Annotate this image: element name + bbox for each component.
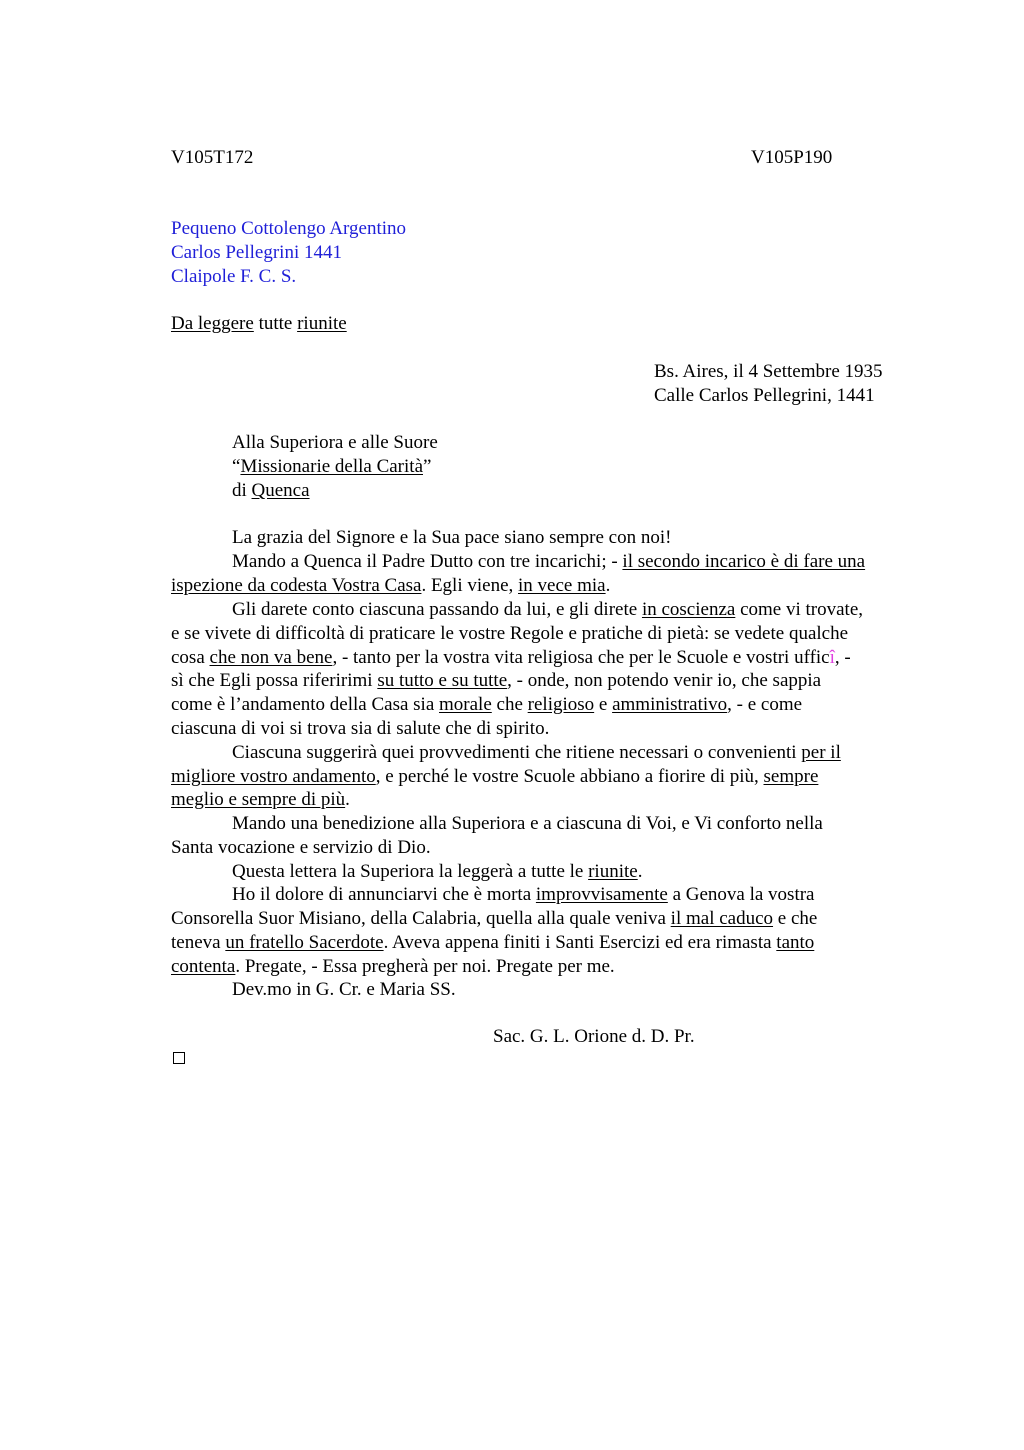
body-text: . (345, 789, 350, 810)
body-text: Questa lettera la Superiora la leggerà a tutte le (232, 861, 589, 882)
body-line (232, 883, 815, 907)
body-text: il mal caduco (670, 908, 774, 929)
empty-box-icon (173, 1052, 185, 1064)
body-text: Mando a Quenca il Padre Dutto con tre incarichi; - (232, 551, 623, 572)
addressee-line-2 (232, 455, 431, 479)
sender-line-2: Carlos Pellegrini 1441 (171, 242, 342, 263)
body-text: migliore vostro andamento (171, 766, 376, 787)
body-text: un fratello Sacerdote (225, 932, 384, 953)
reading-note-part: riunite (297, 313, 347, 334)
body-text: , - (834, 647, 851, 668)
body-line (232, 550, 865, 574)
body-line (171, 646, 851, 670)
closing-line: Dev.mo in G. Cr. e Maria SS. (232, 979, 456, 1000)
place-date-line-1: Bs. Aires, il 4 Settembre 1935 (654, 361, 883, 382)
body-text: . Egli viene, (421, 575, 519, 596)
body-text: sì che Egli possa riferirimi (171, 670, 378, 691)
body-text: . (605, 575, 611, 596)
signature: Sac. G. L. Orione d. D. Pr. (493, 1026, 695, 1047)
body-text: come vi trovate, (735, 599, 864, 620)
body-text: il secondo incarico è di fare una (622, 551, 866, 572)
body-text: religioso (527, 694, 595, 715)
body-line: Santa vocazione e servizio di Dio. (171, 837, 431, 858)
addressee-text: Missionarie della Carità (240, 456, 423, 477)
addressee-line-1: Alla Superiora e alle Suore (232, 432, 438, 453)
body-text: come è l’andamento della Casa sia (171, 694, 440, 715)
body-line (171, 931, 814, 955)
body-text: Ciascuna suggerirà quei provvedimenti che ritiene necessari o convenienti (232, 742, 802, 763)
body-text: che non va bene (209, 647, 333, 668)
body-text: in coscienza (641, 599, 736, 620)
body-text: e che (773, 908, 818, 929)
document-code-left: V105T172 (171, 147, 254, 168)
body-text: ispezione da codesta Vostra Casa (171, 575, 422, 596)
addressee-text: di (232, 480, 252, 501)
body-text: Ho il dolore di annunciarvi che è morta (232, 884, 536, 905)
body-text: e (594, 694, 613, 715)
addressee-line-3 (232, 479, 310, 503)
body-text: . (637, 861, 643, 882)
body-line: e se vivete di difficoltà di praticare le vostre Regole e pratiche di pietà: se vedete qualche (171, 623, 849, 644)
body-line (171, 788, 350, 812)
body-line (171, 955, 615, 979)
body-text: , - e come (727, 694, 803, 715)
body-text: morale (439, 694, 492, 715)
body-line (171, 574, 610, 598)
body-text: . Aveva appena finiti i Santi Esercizi ed era rimasta (383, 932, 777, 953)
body-text: riunite (588, 861, 638, 882)
body-text: che (491, 694, 528, 715)
body-line: ciascuna di voi si trova sia di salute che di spirito. (171, 718, 550, 739)
addressee-text: ” (423, 456, 432, 477)
body-line: La grazia del Signore e la Sua pace siano sempre con noi! (232, 527, 672, 548)
body-text: improvvisamente (535, 884, 668, 905)
reading-note-part: tutte (253, 313, 298, 334)
document-code-right: V105P190 (751, 147, 833, 168)
body-line: Mando una benedizione alla Superiora e a ciascuna di Voi, e Vi conforto nella (232, 813, 823, 834)
body-text: cosa (171, 647, 210, 668)
reading-note-part: Da leggere (171, 313, 254, 334)
place-date-line-2: Calle Carlos Pellegrini, 1441 (654, 385, 875, 406)
body-text: , - tanto per la vostra vita religiosa che per le Scuole e vostri uffic (332, 647, 830, 668)
accent-character: î (829, 647, 835, 668)
body-text: tanto (776, 932, 815, 953)
addressee-text: “ (232, 456, 241, 477)
body-text: Consorella Suor Misiano, della Calabria, quella alla quale veniva (171, 908, 671, 929)
body-line (171, 907, 817, 931)
reading-note (171, 312, 347, 336)
body-text: in vece mia (518, 575, 606, 596)
body-line (171, 669, 821, 693)
addressee-text: Quenca (251, 480, 310, 501)
body-text: su tutto e su tutte (377, 670, 508, 691)
body-text: per il (801, 742, 841, 763)
body-line (171, 693, 802, 717)
body-line (171, 765, 818, 789)
body-line (232, 741, 841, 765)
body-text: , e perché le vostre Scuole abbiano a fiorire di più, (375, 766, 764, 787)
body-text: teneva (171, 932, 226, 953)
sender-line-3: Claipole F. C. S. (171, 266, 297, 287)
body-text: contenta (171, 956, 236, 977)
body-text: a Genova la vostra (667, 884, 815, 905)
body-text: Gli darete conto ciascuna passando da lui, e gli direte (232, 599, 642, 620)
body-text: , - onde, non potendo venir io, che sappia (507, 670, 822, 691)
body-line (232, 598, 863, 622)
body-text: . Pregate, - Essa pregherà per noi. Pregate per me. (235, 956, 615, 977)
body-text: amministrativo (612, 694, 728, 715)
body-text: meglio e sempre di più (171, 789, 346, 810)
sender-line-1: Pequeno Cottolengo Argentino (171, 218, 407, 239)
body-line (232, 860, 642, 884)
body-text: sempre (763, 766, 819, 787)
